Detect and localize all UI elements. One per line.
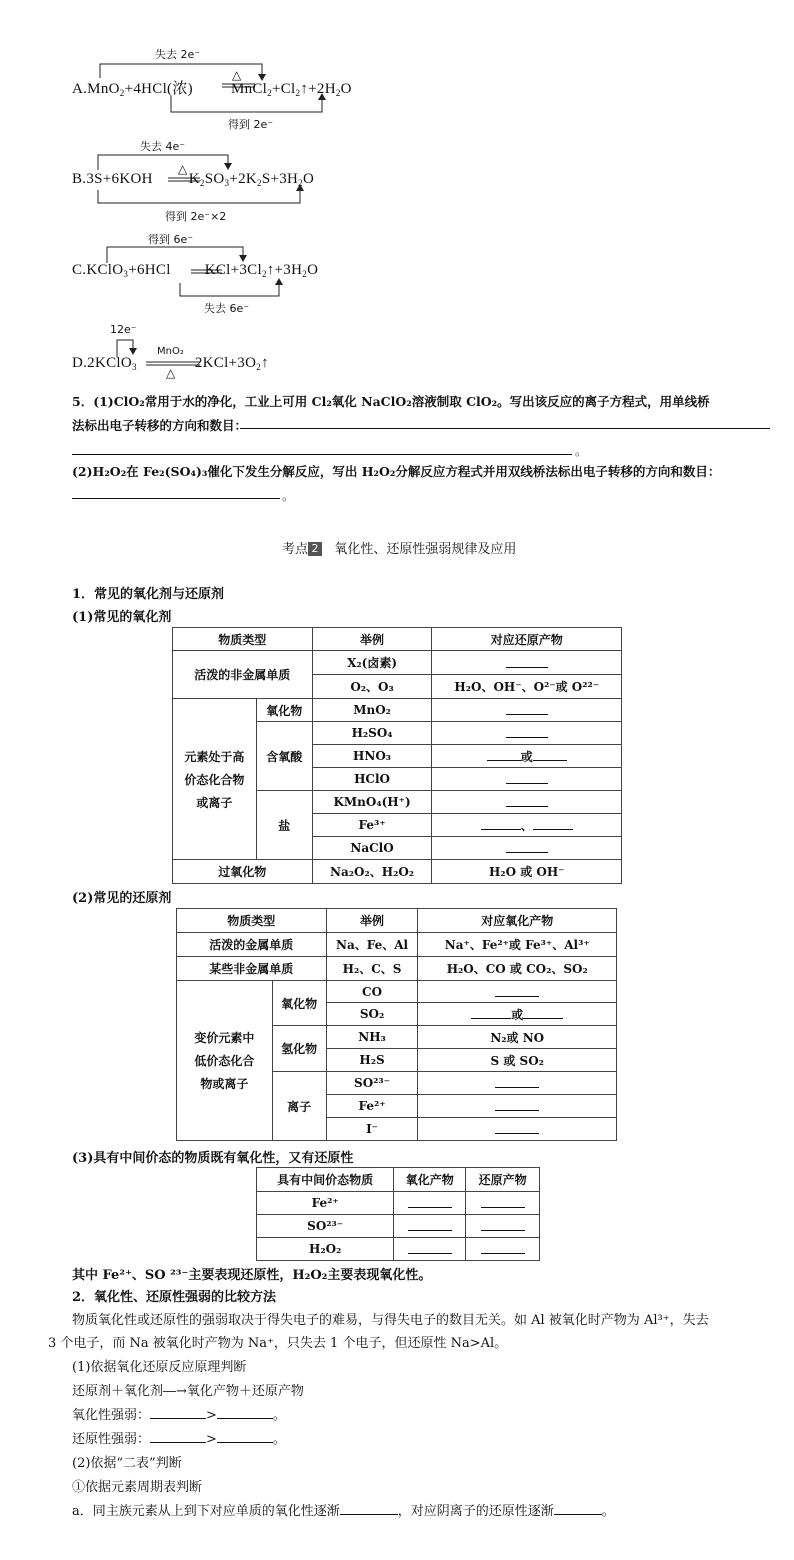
t2-cell: S 或 SO₂ bbox=[418, 1049, 617, 1072]
heading-2-1: (1)依据氧化还原反应原理判断 bbox=[72, 1360, 247, 1375]
t2-group-metal: 活泼的金属单质 bbox=[177, 933, 327, 957]
t2-header-type: 物质类型 bbox=[177, 909, 327, 933]
item-a-text-3: 。 bbox=[601, 1504, 615, 1519]
t2-cell: SO²³⁻ bbox=[326, 1072, 418, 1095]
t1-group-line: 元素处于高 bbox=[184, 749, 245, 764]
t1-sub-acid: 含氧酸 bbox=[256, 722, 312, 791]
t1-cell: KMnO₄(H⁺) bbox=[312, 791, 432, 814]
t1-blank-cell[interactable] bbox=[432, 651, 622, 675]
t2-or: 或 bbox=[511, 1007, 524, 1022]
item-a-text-1: a．同主族元素从上到下对应单质的氧化性逐渐 bbox=[72, 1504, 340, 1519]
t1-header-example: 举例 bbox=[312, 628, 432, 651]
eq-b-bottom-label: 得到 2e⁻×2 bbox=[165, 210, 227, 223]
q5-answer-line-3[interactable] bbox=[72, 498, 280, 499]
section-prefix: 考点 bbox=[282, 542, 309, 557]
t1-blank-cell[interactable] bbox=[432, 699, 622, 722]
t3-cell: SO²³⁻ bbox=[257, 1215, 394, 1238]
t1-header-type: 物质类型 bbox=[173, 628, 313, 651]
eq-d-catalyst: MnO₂ bbox=[157, 346, 184, 357]
t1-blank-cell[interactable] bbox=[432, 837, 622, 860]
paragraph-line-1: 物质氧化性或还原性的强弱取决于得失电子的难易，与得失电子的数目无关。如 Al 被氧化时产物为 Al³⁺，失去 bbox=[72, 1313, 709, 1328]
ox-blank-1[interactable] bbox=[150, 1406, 206, 1419]
t2-cell: H₂O、CO 或 CO₂、SO₂ bbox=[418, 957, 617, 981]
t3-header-red: 还原产物 bbox=[466, 1168, 540, 1192]
heading-1-2: (2)常见的还原剂 bbox=[72, 891, 172, 906]
eq-a-condition: △ bbox=[232, 68, 242, 82]
q5-part1-end: 。 bbox=[575, 444, 588, 458]
heading-2-2-1: ①依据元素周期表判断 bbox=[72, 1480, 203, 1495]
gt-sign: > bbox=[206, 1408, 217, 1423]
eq-a-top-label: 失去 2e⁻ bbox=[155, 48, 201, 61]
section-title: 氧化性、还原性强弱规律及应用 bbox=[334, 542, 517, 557]
t1-cell: Na₂O₂、H₂O₂ bbox=[312, 860, 432, 884]
item-a-text-2: ，对应阴离子的还原性逐渐 bbox=[397, 1504, 554, 1519]
t2-header-product: 对应氧化产物 bbox=[418, 909, 617, 933]
t1-cell: NaClO bbox=[312, 837, 432, 860]
q5-part1-line2: 法标出电子转移的方向和数目： bbox=[72, 418, 248, 433]
t2-cell: I⁻ bbox=[326, 1118, 418, 1141]
t1-sub-salt: 盐 bbox=[256, 791, 312, 860]
red-label: 还原性强弱： bbox=[72, 1432, 151, 1447]
t3-blank-cell[interactable] bbox=[394, 1192, 466, 1215]
t1-sub-oxide: 氧化物 bbox=[256, 699, 312, 722]
t1-blank-cell[interactable] bbox=[432, 745, 622, 768]
oxidizer-table bbox=[172, 627, 622, 884]
heading-2: 2．氧化性、还原性强弱的比较方法 bbox=[72, 1290, 277, 1305]
t1-sep: 、 bbox=[520, 818, 533, 833]
t1-group-peroxide: 过氧化物 bbox=[173, 860, 313, 884]
t2-group-line: 低价态化合 bbox=[194, 1054, 255, 1068]
t3-cell: Fe²⁺ bbox=[257, 1192, 394, 1215]
eq-d-top-label: 12e⁻ bbox=[110, 323, 137, 336]
t2-group-line: 物或离子 bbox=[200, 1077, 249, 1091]
t2-blank-cell[interactable] bbox=[418, 1118, 617, 1141]
t1-group-line: 价态化合物 bbox=[184, 772, 245, 787]
heading-1-3: (3)具有中间价态的物质既有氧化性，又有还原性 bbox=[72, 1151, 354, 1166]
t2-cell: Na、Fe、Al bbox=[326, 933, 418, 957]
t1-cell: MnO₂ bbox=[312, 699, 432, 722]
t2-cell: H₂、C、S bbox=[326, 957, 418, 981]
equation-b: B.3S+6KOH $K_2SO_3+2K_2S+3H_2O$ bbox=[72, 171, 315, 188]
eq-b-condition: △ bbox=[178, 162, 188, 176]
t1-blank-cell[interactable] bbox=[432, 722, 622, 745]
rule-line: 还原剂＋氧化剂―→氧化产物＋还原产物 bbox=[72, 1384, 304, 1399]
reducing-compare bbox=[72, 1428, 286, 1447]
t1-group-line: 或离子 bbox=[196, 795, 233, 810]
t2-cell: Na⁺、Fe²⁺或 Fe³⁺、Al³⁺ bbox=[418, 933, 617, 957]
paragraph-line-2: 3 个电子，而 Na 被氧化时产物为 Na⁺，只失去 1 个电子，但还原性 Na>Al。 bbox=[48, 1336, 508, 1351]
t2-group-line: 变价元素中 bbox=[194, 1031, 255, 1045]
t1-or: 或 bbox=[520, 749, 533, 764]
eq-c-top-label: 得到 6e⁻ bbox=[148, 233, 194, 246]
red-blank-1[interactable] bbox=[150, 1430, 206, 1443]
t3-blank-cell[interactable] bbox=[466, 1238, 540, 1261]
t1-cell: H₂O 或 OH⁻ bbox=[432, 860, 622, 884]
q5-part2: (2)H₂O₂在 Fe₂(SO₄)₃催化下发生分解反应，写出 H₂O₂分解反应方程式并用双线桥法标出电子转移的方向和数目： bbox=[72, 464, 721, 479]
ox-blank-2[interactable] bbox=[217, 1406, 273, 1419]
item-a-blank-1[interactable] bbox=[340, 1502, 398, 1515]
equation-a: A.MnO$_2$+4HCl(浓) $MnCl_2+Cl_2↑+2H_2O$ bbox=[72, 81, 352, 98]
eq-b-top-label: 失去 4e⁻ bbox=[140, 140, 186, 153]
t2-blank-cell[interactable] bbox=[418, 1095, 617, 1118]
period: 。 bbox=[272, 1408, 286, 1423]
heading-2-2: (2)依据“二表”判断 bbox=[72, 1456, 182, 1471]
t1-cell: HClO bbox=[312, 768, 432, 791]
heading-1-1: (1)常见的氧化剂 bbox=[72, 610, 172, 625]
gt-sign: > bbox=[206, 1432, 217, 1447]
section-number-badge: 2 bbox=[308, 542, 322, 556]
q5-answer-line-1[interactable] bbox=[240, 428, 770, 429]
equation-d: D.2KClO$_3$ $2KCl+3O_2↑$ bbox=[72, 355, 269, 372]
ox-label: 氧化性强弱： bbox=[72, 1408, 151, 1423]
t1-group-nonmetal: 活泼的非金属单质 bbox=[173, 651, 313, 699]
t1-cell: O₂、O₃ bbox=[312, 675, 432, 699]
item-a bbox=[72, 1500, 615, 1519]
t1-blank-cell[interactable] bbox=[432, 791, 622, 814]
t1-header-product: 对应还原产物 bbox=[432, 628, 622, 651]
period: 。 bbox=[272, 1432, 286, 1447]
t2-sub-ion: 离子 bbox=[272, 1072, 326, 1141]
t2-cell: H₂S bbox=[326, 1049, 418, 1072]
t2-blank-cell[interactable] bbox=[418, 981, 617, 1003]
intermediate-table bbox=[256, 1167, 540, 1261]
equation-c: C.KClO$_3$+6HCl $KCl+3Cl_2↑+3H_2O$ bbox=[72, 262, 319, 279]
t2-cell: CO bbox=[326, 981, 418, 1003]
reducer-table bbox=[176, 908, 617, 1141]
t3-blank-cell[interactable] bbox=[466, 1192, 540, 1215]
t2-blank-cell[interactable] bbox=[418, 1072, 617, 1095]
t1-cell: HNO₃ bbox=[312, 745, 432, 768]
t3-header-substance: 具有中间价态物质 bbox=[257, 1168, 394, 1192]
t3-blank-cell[interactable] bbox=[466, 1215, 540, 1238]
t3-blank-cell[interactable] bbox=[394, 1215, 466, 1238]
t2-cell: NH₃ bbox=[326, 1026, 418, 1049]
oxidizing-compare bbox=[72, 1404, 286, 1423]
heading-1: 1．常见的氧化剂与还原剂 bbox=[72, 587, 225, 602]
q5-part1-line1: 5．(1)ClO₂常用于水的净化，工业上可用 Cl₂氧化 NaClO₂溶液制取 ClO₂。写出该反应的离子方程式，用单线桥 bbox=[72, 394, 710, 409]
t3-cell: H₂O₂ bbox=[257, 1238, 394, 1261]
t1-blank-cell[interactable] bbox=[432, 768, 622, 791]
note-line: 其中 Fe²⁺、SO ²³⁻主要表现还原性，H₂O₂主要表现氧化性。 bbox=[72, 1268, 432, 1283]
t2-cell: N₂或 NO bbox=[418, 1026, 617, 1049]
t2-group-low-valence bbox=[177, 981, 273, 1141]
red-blank-2[interactable] bbox=[217, 1430, 273, 1443]
t2-blank-cell[interactable] bbox=[418, 1003, 617, 1026]
t1-group-high-valence bbox=[173, 699, 257, 860]
eq-c-bottom-label: 失去 6e⁻ bbox=[204, 302, 250, 315]
q5-part2-end: 。 bbox=[282, 489, 295, 503]
t2-cell: Fe²⁺ bbox=[326, 1095, 418, 1118]
t1-cell: Fe³⁺ bbox=[312, 814, 432, 837]
item-a-blank-2[interactable] bbox=[554, 1502, 602, 1515]
t3-blank-cell[interactable] bbox=[394, 1238, 466, 1261]
t1-cell: H₂O、OH⁻、O²⁻或 O²²⁻ bbox=[432, 675, 622, 699]
t1-cell: H₂SO₄ bbox=[312, 722, 432, 745]
t2-sub-hydride: 氢化物 bbox=[272, 1026, 326, 1072]
t3-header-ox: 氧化产物 bbox=[394, 1168, 466, 1192]
q5-answer-line-2[interactable] bbox=[72, 454, 572, 455]
t2-header-example: 举例 bbox=[326, 909, 418, 933]
t1-blank-cell[interactable] bbox=[432, 814, 622, 837]
eq-a-bottom-label: 得到 2e⁻ bbox=[228, 118, 274, 131]
t2-group-nonmetal: 某些非金属单质 bbox=[177, 957, 327, 981]
section-heading bbox=[282, 538, 516, 557]
t1-cell: X₂(卤素) bbox=[312, 651, 432, 675]
t2-cell: SO₂ bbox=[326, 1003, 418, 1026]
eq-d-condition: △ bbox=[166, 366, 176, 380]
t2-sub-oxide: 氧化物 bbox=[272, 981, 326, 1026]
